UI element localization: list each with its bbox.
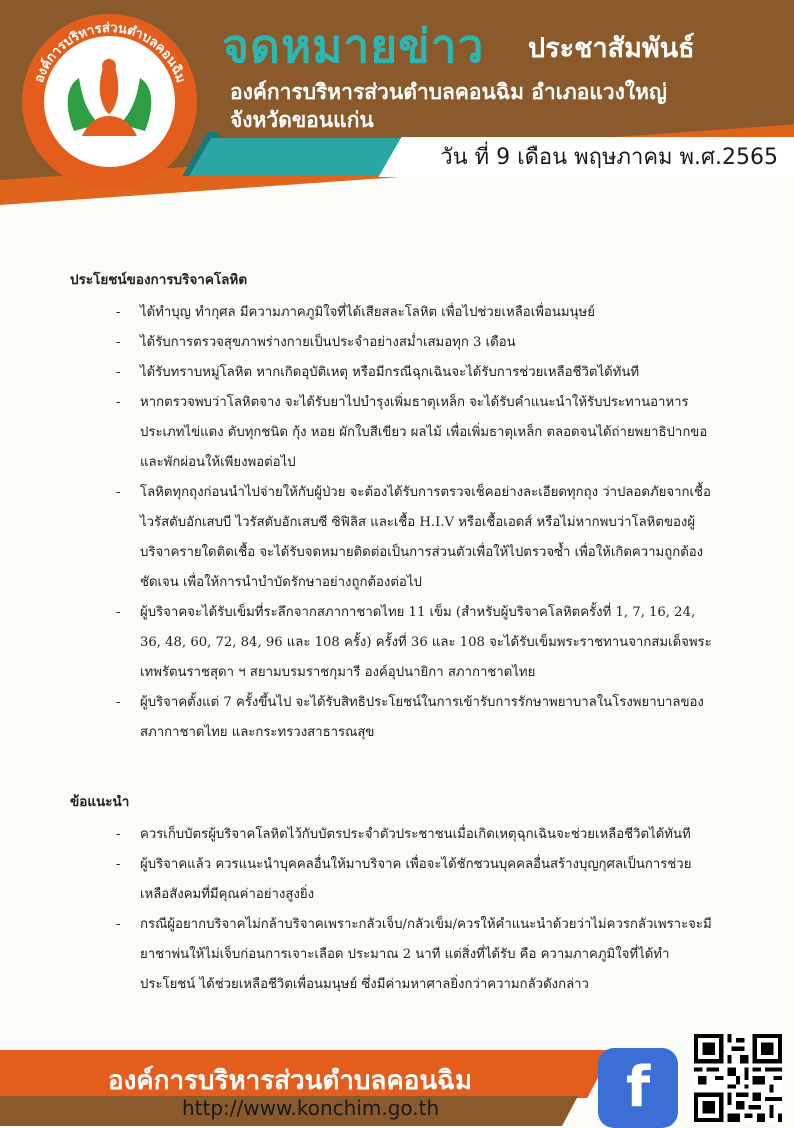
list-item-text: ได้ทำบุญ ทำกุศล มีความภาคภูมิใจที่ได้เสียสละโลหิต เพื่อไปช่วยเหลือเพื่อนมนุษย์	[140, 305, 595, 320]
list-item: - ผู้บริจาคแล้ว ควรแนะนำบุคคลอื่นให้มาบริจาค เพื่อจะได้ชักชวนบุคคลอื่นสร้างบุญกุศลเป็นการช่วยเหลือสังคมที่มีคุณค่าอย่างสูงยิ่ง	[116, 857, 692, 902]
list-item-text: กรณีผู้อยากบริจาคไม่กล้าบริจาคเพราะกลัวเจ็บ/กลัวเข็ม/ควรให้คำแนะนำด้วยว่าไม่ควรกลัวเพราะจะมียาชาพ่นให้ไม่เจ็บก่อนการเจาะเลือด ประมาณ 2 นาที แต่สิ่งที่ได้รับ คือ ความภาคภูมิใจที่ได้ทำประโยชน์ ได้ช่วยเหลือชีวิตเพื่อนมนุษย์ ซึ่งมีค่ามหาศาลยิ่งกว่าความกลัวดังกล่าว	[140, 917, 712, 992]
list-item: - ได้ทำบุญ ทำกุศล มีความภาคภูมิใจที่ได้เสียสละโลหิต เพื่อไปช่วยเหลือเพื่อนมนุษย์	[116, 305, 595, 320]
facebook-letter: f	[625, 1055, 651, 1120]
org-name-line2: จังหวัดขอนแก่น	[230, 108, 374, 132]
list-item-text: หากตรวจพบว่าโลหิตจาง จะได้รับยาไปบำรุงเพิ่มธาตุเหล็ก จะได้รับคำแนะนำให้รับประทานอาหารประเภทไข่แดง ตับทุกชนิด กุ้ง หอย ผักใบสีเขียว ผลไม้ เพื่อเพิ่มธาตุเหล็ก ตลอดจนได้ถ่ายพยาธิปากขอ และพักผ่อนให้เพียงพอต่อไป	[140, 395, 708, 470]
website-link[interactable]: http://www.konchim.go.th	[182, 1096, 440, 1120]
advice-title: ข้อแนะนำ	[70, 794, 130, 810]
newsletter-subtitle: ประชาสัมพันธ์	[528, 33, 695, 64]
list-item-text: ควรเก็บบัตรผู้บริจาคโลหิตไว้กับบัตรประจำตัวประชาชนเมื่อเกิดเหตุฉุกเฉินจะช่วยเหลือชีวิตได้ทันที	[140, 827, 691, 842]
footer-org-name: องค์การบริหารส่วนตำบลคอนฉิม	[108, 1066, 472, 1096]
org-seal-logo	[22, 14, 197, 189]
list-item-text: ผู้บริจาคจะได้รับเข็มที่ระลึกจากสภากาชาดไทย 11 เข็ม (สำหรับผู้บริจาคโลหิตครั้งที่ 1, 7, 16, 24, 36, 48, 60, 72, 84, 96 และ 108 ครั้ง) ครั้งที่ 36 และ 108 จะได้รับเข็มพระราชทานจากสมเด็จพระเทพรัตนราชสุดา ฯ สยามบรมราชกุมารี องค์อุปนายิกา สภากาชาดไทย	[140, 605, 712, 680]
list-item: - หากตรวจพบว่าโลหิตจาง จะได้รับยาไปบำรุงเพิ่มธาตุเหล็ก จะได้รับคำแนะนำให้รับประทานอาหารประเภทไข่แดง ตับทุกชนิด กุ้ง หอย ผักใบสีเขียว ผลไม้ เพื่อเพิ่มธาตุเหล็ก ตลอดจนได้ถ่ายพยาธิปากขอ และพักผ่อนให้เพียงพอต่อไป	[116, 395, 708, 470]
header-banner	[0, 0, 794, 250]
list-item: - ได้รับทราบหมู่โลหิต หากเกิดอุบัติเหตุ หรือมีกรณีฉุกเฉินจะได้รับการช่วยเหลือชีวิตได้ทันที	[116, 365, 640, 380]
benefits-title: ประโยชน์ของการบริจาคโลหิต	[70, 272, 248, 288]
list-item-text: ได้รับการตรวจสุขภาพร่างกายเป็นประจำอย่างสม่ำเสมอทุก 3 เดือน	[140, 335, 516, 350]
newsletter-title: จดหมายข่าว	[222, 19, 485, 73]
list-item: - ควรเก็บบัตรผู้บริจาคโลหิตไว้กับบัตรประจำตัวประชาชนเมื่อเกิดเหตุฉุกเฉินจะช่วยเหลือชีวิตได้ทันที	[116, 827, 691, 842]
qr-code-icon[interactable]	[694, 1034, 782, 1122]
list-item-text: ผู้บริจาคแล้ว ควรแนะนำบุคคลอื่นให้มาบริจาค เพื่อจะได้ชักชวนบุคคลอื่นสร้างบุญกุศลเป็นการช่วยเหลือสังคมที่มีคุณค่าอย่างสูงยิ่ง	[140, 857, 692, 902]
list-item-text: โลหิตทุกถุงก่อนนำไปจ่ายให้กับผู้ป่วย จะต้องได้รับการตรวจเช็คอย่างละเอียดทุกถุง ว่าปลอดภัยจากเชื้อไวรัสตับอักเสบบี ไวรัสตับอักเสบซี ซิฟิลิส และเชื้อ H.I.V หรือเชื้อเอดส์ หรือไม่หากพบว่าโลหิตของผู้บริจาครายใดติดเชื้อ จะได้รับจดหมายติดต่อเป็นการส่วนตัวเพื่อให้ไปตรวจซ้ำ เพื่อให้เกิดความถูกต้องชัดเจน เพื่อให้การนำบำบัดรักษาอย่างถูกต้องต่อไป	[140, 485, 711, 590]
issue-date: วัน ที่ 9 เดือน พฤษภาคม พ.ศ.2565	[440, 145, 778, 170]
list-item: - ผู้บริจาคจะได้รับเข็มที่ระลึกจากสภากาชาดไทย 11 เข็ม (สำหรับผู้บริจาคโลหิตครั้งที่ 1, 7, 16, 24, 36, 48, 60, 72, 84, 96 และ 108 ครั้ง) ครั้งที่ 36 และ 108 จะได้รับเข็มพระราชทานจากสมเด็จพระเทพรัตนราชสุดา ฯ สยามบรมราชกุมารี องค์อุปนายิกา สภากาชาดไทย	[116, 605, 712, 680]
list-item: - ผู้บริจาคตั้งแต่ 7 ครั้งขึ้นไป จะได้รับสิทธิประโยชน์ในการเข้ารับการรักษาพยาบาลในโรงพยาบาลของสภากาชาดไทย และกระทรวงสาธารณสุข	[116, 695, 704, 740]
advice-section	[70, 790, 720, 1000]
logo-ring	[22, 14, 197, 189]
list-item: - โลหิตทุกถุงก่อนนำไปจ่ายให้กับผู้ป่วย จะต้องได้รับการตรวจเช็คอย่างละเอียดทุกถุง ว่าปลอดภัยจากเชื้อไวรัสตับอักเสบบี ไวรัสตับอักเสบซี ซิฟิลิส และเชื้อ H.I.V หรือเชื้อเอดส์ หรือไม่หากพบว่าโลหิตของผู้บริจาครายใดติดเชื้อ จะได้รับจดหมายติดต่อเป็นการส่วนตัวเพื่อให้ไปตรวจซ้ำ เพื่อให้เกิดความถูกต้องชัดเจน เพื่อให้การนำบำบัดรักษาอย่างถูกต้องต่อไป	[116, 485, 711, 590]
logo-bottom-text: อ.แวงใหญ่ จ.ขอนแก่น	[60, 128, 160, 162]
document-body	[70, 268, 720, 1000]
benefits-list	[70, 298, 720, 748]
footer	[0, 1030, 794, 1123]
svg-text:อ.แวงใหญ่ จ.ขอนแก่น	[60, 129, 160, 162]
list-item: - กรณีผู้อยากบริจาคไม่กล้าบริจาคเพราะกลัวเจ็บ/กลัวเข็ม/ควรให้คำแนะนำด้วยว่าไม่ควรกลัวเพราะจะมียาชาพ่นให้ไม่เจ็บก่อนการเจาะเลือด ประมาณ 2 นาที แต่สิ่งที่ได้รับ คือ ความภาคภูมิใจที่ได้ทำประโยชน์ ได้ช่วยเหลือชีวิตเพื่อนมนุษย์ ซึ่งมีค่ามหาศาลยิ่งกว่าความกลัวดังกล่าว	[116, 917, 712, 992]
logo-top-text: องค์การบริหารส่วนตำบลคอนฉิม	[31, 20, 189, 85]
svg-text:องค์การบริหารส่วนตำบลคอนฉิม	[32, 21, 188, 85]
facebook-icon[interactable]	[598, 1048, 678, 1128]
list-item-text: ได้รับทราบหมู่โลหิต หากเกิดอุบัติเหตุ หรือมีกรณีฉุกเฉินจะได้รับการช่วยเหลือชีวิตได้ทันที	[140, 365, 640, 380]
list-item: - ได้รับการตรวจสุขภาพร่างกายเป็นประจำอย่างสม่ำเสมอทุก 3 เดือน	[116, 335, 516, 350]
list-item-text: ผู้บริจาคตั้งแต่ 7 ครั้งขึ้นไป จะได้รับสิทธิประโยชน์ในการเข้ารับการรักษาพยาบาลในโรงพยาบาลของสภากาชาดไทย และกระทรวงสาธารณสุข	[140, 695, 704, 740]
org-name-line1: องค์การบริหารส่วนตำบลคอนฉิม อำเภอแวงใหญ่	[230, 80, 667, 104]
